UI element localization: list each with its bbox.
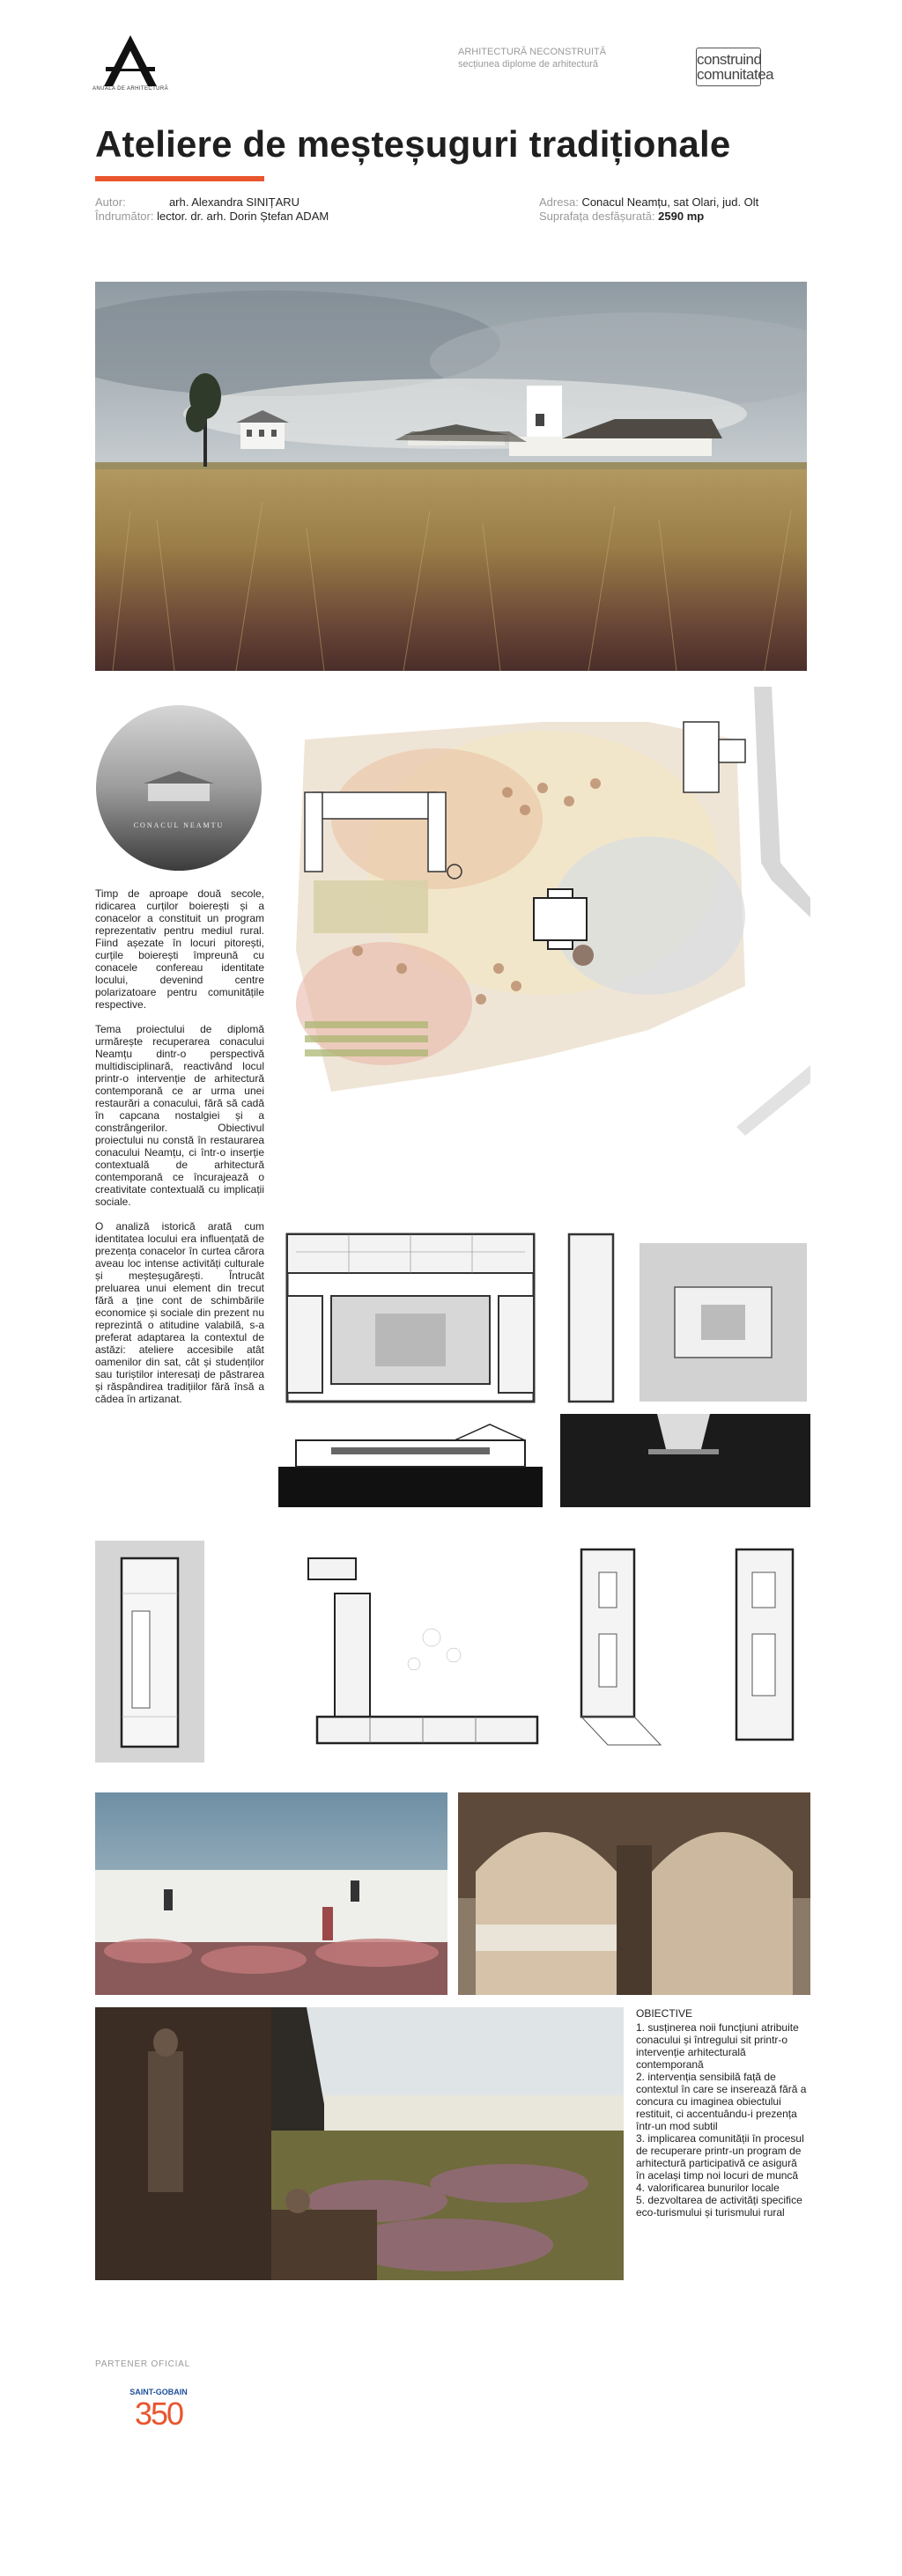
- project-title: Ateliere de meșteșuguri tradiționale: [95, 123, 731, 165]
- description-paragraph-3: O analiză istorică arată cum identitatea locului era influențată de prezența conacelor în curtea cărora aveau loc intense activități culturale și meșteșugărești. Întrucât preluarea unui element din trecut fără a ține cont de schimbările economice și sociale din prezent nu reprezintă o atitudine valabilă, s-a preferat adaptarea la contextul de astăzi: ateliere accesibile atât oamenilor din sat, cât și studenților sau turiștilor interesați de păstrarea și răspândirea tradițiilor fără însă a cădea în artizanat.: [95, 1220, 264, 1405]
- author-label: Autor:: [95, 195, 126, 209]
- workshops-ground-plan: [299, 1541, 546, 1771]
- competition-name: [458, 46, 606, 70]
- objective-item: 4. valorificarea bunurilor locale: [636, 2182, 780, 2194]
- hero-landscape-render: [95, 282, 807, 671]
- construind-comunitatea-logo: [696, 48, 774, 86]
- historical-photo-circle: [95, 704, 262, 872]
- courtyard-wall-render: [95, 1792, 447, 1995]
- site-plan: [278, 687, 810, 1136]
- interior-skylight-render: [560, 1414, 810, 1507]
- competition-line1: ARHITECTURĂ NECONSTRUITĂ: [458, 47, 607, 57]
- circle-caption: CONACUL NEAMTU: [133, 821, 225, 829]
- address-row: [539, 195, 758, 210]
- saint-gobain-name: SAINT-GOBAIN: [129, 2388, 188, 2396]
- area-label: Suprafața desfășurată:: [539, 210, 655, 223]
- triangle-a-icon: [95, 32, 166, 93]
- objectives-list: [636, 2021, 809, 2219]
- arcade-view-render: [458, 1792, 810, 1995]
- cc-logo-line1: construind: [697, 51, 762, 68]
- author-value: arh. Alexandra SINIȚARU: [168, 195, 300, 209]
- objective-item: 2. intervenția sensibilă față de contextul în care se inserează fără a concura cu imaginea obiectului restituit, ci accentuându-i prezența într-un mod subtil: [636, 2071, 807, 2132]
- objectives-title: OBIECTIVE: [636, 2007, 693, 2020]
- description-paragraph-1: Timp de aproape două secole, ridicarea curților boierești și a conacelor a constituit un program reprezentativ pentru mediul rural. Fiind așezate în locuri pitorești, curțile boierești împreună cu conacele confereau identitate locului, devenind centre polarizatoare pentru comunitățile respective.: [95, 887, 264, 1011]
- supervisor-label: Îndrumător:: [95, 210, 154, 223]
- objective-item: 1. susținerea noii funcțiuni atribuite conacului și întregului sit printr-o intervenție arhitecturală contemporană: [636, 2021, 799, 2071]
- ground-floor-plan: [278, 1225, 543, 1410]
- author-row: [95, 195, 299, 210]
- area-value: 2590 mp: [658, 210, 705, 223]
- objective-item: 3. implicarea comunității în procesul de recuperare printr-un program de arhitectură participativă ce asigură în același timp noi locuri de muncă: [636, 2132, 804, 2182]
- objective-item: 5. dezvoltarea de activități specifice eco-turismului și turismului rural: [636, 2194, 802, 2219]
- building-plan-a: [564, 1537, 668, 1754]
- logo-caption: ANUALA DE ARHITECTURĂ: [92, 86, 169, 92]
- description-paragraph-2: Tema proiectului de diplomă urmărește recuperarea conacului Neamțu dintr-o perspectivă multidisciplinară, reactivând locul printr-o intervenție de arhitectură contemporană ce ar urma unei restaurări a conacului, fără să cadă în capcana nostalgiei și a constrângerilor. Obiectivul proiectului nu constă în restaurarea conacului Neamțu, ci într-o inserție contextuală de arhitectură contemporană ce încurajează o creativitate contextuală cu implicații sociale.: [95, 1023, 264, 1208]
- supervisor-value: lector. dr. arh. Dorin Ștefan ADAM: [157, 210, 329, 223]
- area-row: [539, 210, 704, 224]
- upper-floor-plan: [560, 1225, 810, 1410]
- courtyard-garden-render: [95, 2007, 624, 2280]
- project-description: [95, 887, 264, 1417]
- title-accent-rule: [95, 176, 264, 181]
- building-plan-b: [721, 1537, 814, 1754]
- partner-label: PARTENER OFICIAL: [95, 2359, 191, 2369]
- cc-logo-line2: comunitatea: [697, 66, 774, 83]
- competition-line2: secțiunea diplome de arhitectură: [458, 59, 598, 70]
- section-drawing: [278, 1414, 543, 1507]
- objectives-panel: [636, 2007, 809, 2219]
- supervisor-row: [95, 210, 329, 224]
- address-label: Adresa:: [539, 195, 579, 209]
- saint-gobain-350: 350: [134, 2396, 183, 2432]
- long-building-plan: [95, 1541, 204, 1763]
- saint-gobain-logo: [106, 2388, 211, 2444]
- address-value: Conacul Neamțu, sat Olari, jud. Olt: [581, 195, 759, 209]
